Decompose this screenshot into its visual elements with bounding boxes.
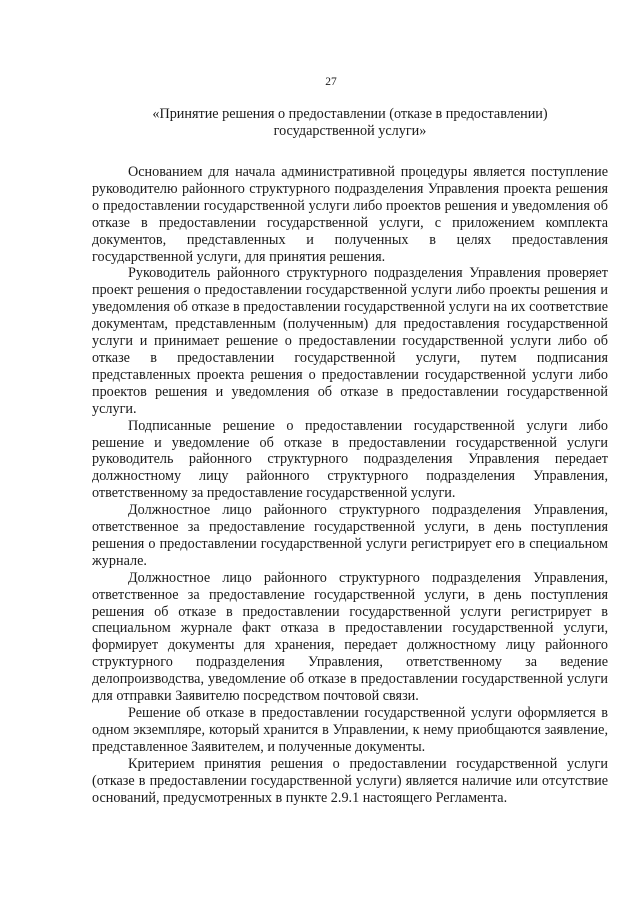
- section-title-line-1: «Принятие решения о предоставлении (отказе в предоставлении): [152, 106, 548, 122]
- paragraph-6: Решение об отказе в предоставлении государственной услуги оформляется в одном экземпляре, который хранится в Управлении, к нему приобщаются заявление, представленное Заявителем, и полученные документы.: [92, 705, 608, 755]
- paragraph-2: Руководитель районного структурного подразделения Управления проверяет проект решения о предоставлении государственной услуги либо проекты решения и уведомления об отказе в предоставлении государственной услуги на их соответствие документам, представленным (полученным) для предоставления государственной услуги и принимает решение о предоставлении государственной услуги либо об отказе в предоставлении государственной услуги, путем подписания представленных проекта решения о предоставлении государственной услуги либо проектов решения и уведомления об отказе в предоставлении государственной услуги.: [92, 265, 608, 417]
- paragraph-7: Критерием принятия решения о предоставлении государственной услуги (отказе в предоставлении государственной услуги) является наличие или отсутствие оснований, предусмотренных в пункте 2.9.1 настоящего Регламента.: [92, 755, 608, 806]
- paragraph-1: Основанием для начала административной процедуры является поступление руководителю районного структурного подразделения Управления проекта решения о предоставлении государственной услуги либо проектов решения и уведомления об отказе в предоставлении государственной услуги, с приложением комплекта документов, представленных и полученных в целях предоставления государственной услуги, для принятия решения.: [92, 164, 608, 265]
- paragraph-5: Должностное лицо районного структурного подразделения Управления, ответственное за предоставление государственной услуги, в день поступления решения об отказе в предоставлении государственной услуги регистрирует в специальном журнале факт отказа в предоставлении государственной услуги, формирует документы для хранения, передает должностному лицу районного структурного подразделения Управления, ответственному за ведение делопроизводства, уведомление об отказе в предоставлении государственной услуги для отправки Заявителю посредством почтовой связи.: [92, 569, 608, 705]
- section-title: [92, 106, 608, 140]
- paragraph-4: Должностное лицо районного структурного подразделения Управления, ответственное за предоставление государственной услуги, в день поступления решения о предоставлении государственной услуги регистрирует его в специальном журнале.: [92, 502, 608, 569]
- body-text: [92, 164, 608, 806]
- paragraph-3: Подписанные решение о предоставлении государственной услуги либо решение и уведомление об отказе в предоставлении государственной услуги руководитель районного структурного подразделения Управления передает должностному лицу районного структурного подразделения Управления, ответственному за предоставление государственной услуги.: [92, 417, 608, 502]
- section-title-line-2: государственной услуги»: [273, 123, 427, 139]
- page-number: 27: [325, 76, 337, 88]
